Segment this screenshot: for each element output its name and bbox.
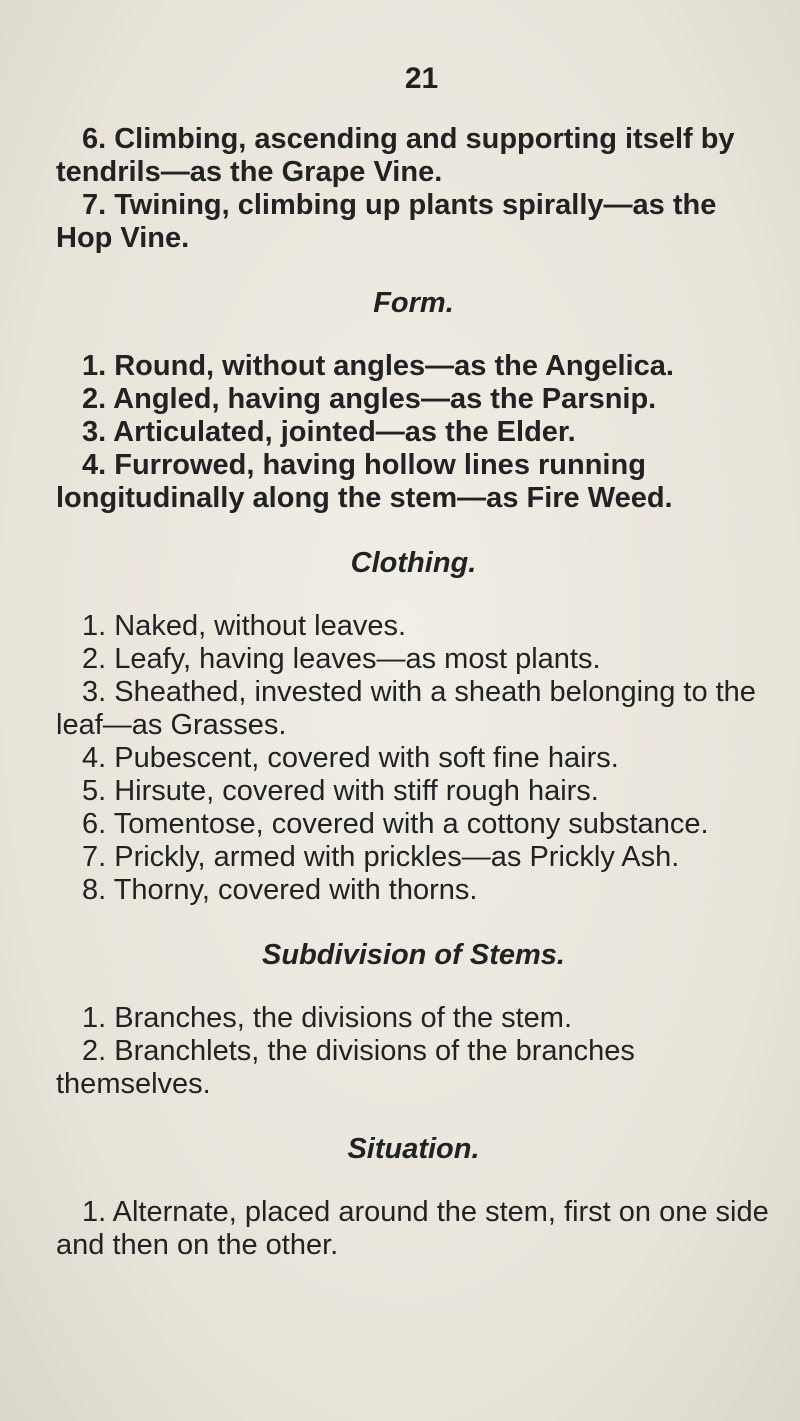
list-item: 2. Leafy, having leaves—as most plants. — [82, 643, 601, 675]
list-item: 4. Furrowed, having hollow lines running longitudinally along the stem—as Fire Weed. — [56, 449, 673, 514]
section-heading-form: Form. — [373, 287, 454, 319]
list-item: 6. Climbing, ascending and supporting itself by tendrils—as the Grape Vine. — [56, 123, 735, 188]
list-item: 6. Tomentose, covered with a cottony substance. — [82, 808, 709, 840]
list-item: 1. Branches, the divisions of the stem. — [82, 1002, 573, 1034]
list-item: 1. Round, without angles—as the Angelica. — [82, 350, 674, 382]
list-item: 5. Hirsute, covered with stiff rough hairs. — [82, 775, 599, 807]
page-number: 21 — [404, 62, 439, 95]
list-item: 1. Alternate, placed around the stem, first on one side and then on the other. — [56, 1196, 769, 1261]
list-item: 3. Articulated, jointed—as the Elder. — [82, 416, 576, 448]
list-item: 7. Twining, climbing up plants spirally—as the Hop Vine. — [56, 189, 717, 254]
list-item: 1. Naked, without leaves. — [82, 610, 407, 642]
section-heading-situation: Situation. — [347, 1133, 480, 1165]
list-item: 8. Thorny, covered with thorns. — [82, 874, 478, 906]
list-item: 7. Prickly, armed with prickles—as Prickly Ash. — [82, 841, 680, 873]
section-heading-subdivision: Subdivision of Stems. — [262, 939, 565, 971]
page-content — [56, 62, 771, 1262]
list-item: 2. Branchlets, the divisions of the branches themselves. — [56, 1035, 635, 1100]
section-heading-clothing: Clothing. — [350, 547, 477, 579]
list-item: 4. Pubescent, covered with soft fine hairs. — [82, 742, 619, 774]
list-item: 3. Sheathed, invested with a sheath belonging to the leaf—as Grasses. — [56, 676, 756, 741]
list-item: 2. Angled, having angles—as the Parsnip. — [82, 383, 657, 415]
